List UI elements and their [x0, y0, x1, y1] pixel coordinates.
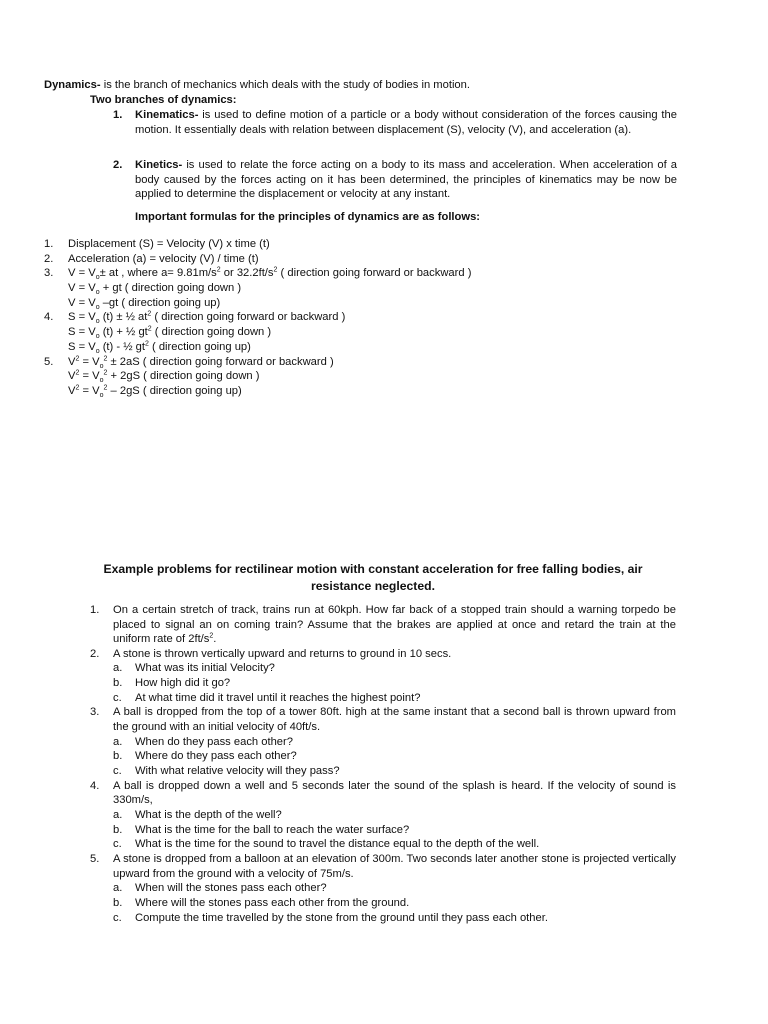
- sub-question: c. Compute the time travelled by the stone from the ground until they pass each other.: [113, 911, 548, 924]
- formula-number: 4.: [44, 311, 54, 324]
- formula-text: $V = V_o$ –gt ( direction going up): [68, 296, 221, 311]
- formula-text: $V^2 = V_o^2 - 2gS$ ( direction going up): [68, 384, 242, 400]
- formula-text: $V = V_o$ + gt ( direction going down ): [68, 282, 242, 297]
- problem-text: A ball is dropped down a well and 5 seconds later the sound of the splash is heard. If the velocity of sound is 330m/s,: [113, 779, 676, 807]
- formula-text: $S = V_o$ (t) - ½ $gt^2$ ( direction going up): [68, 340, 251, 356]
- problem-4: [90, 779, 676, 808]
- formula-row: [44, 355, 604, 370]
- dynamics-definition-text: is the branch of mechanics which deals with the study of bodies in motion.: [100, 79, 470, 91]
- formula-row: [44, 252, 604, 267]
- formula-text: $S = V_o$ (t) ± ½ $at^2$ ( direction going forward or backward ): [68, 310, 346, 326]
- formula-number: 5.: [44, 355, 54, 368]
- sub-question: b. Where do they pass each other?: [113, 750, 297, 763]
- formula-number: 1.: [44, 238, 54, 250]
- branch-number: 2.: [113, 159, 123, 171]
- problem-text: A ball is dropped from the top of a tower 80ft. high at the same instant that a second ball is thrown upward from the ground with an initial velocity of 40ft/s.: [113, 706, 676, 734]
- formulas-heading: Important formulas for the principles of dynamics are as follows:: [135, 211, 481, 223]
- problem-3: [90, 705, 676, 734]
- dynamics-definition: [44, 78, 684, 93]
- branch-kinematics: [113, 108, 677, 137]
- formula-row: [44, 369, 604, 384]
- sub-question: c. What is the time for the sound to travel the distance equal to the depth of the well.: [113, 838, 540, 851]
- sub-question: a. What is the depth of the well?: [113, 808, 282, 821]
- formula-row: [44, 266, 604, 281]
- problem-number: 1.: [90, 604, 100, 616]
- branch-kinetics: [113, 158, 677, 202]
- formula-row: [44, 325, 604, 340]
- formula-row: [44, 237, 604, 252]
- formula-text: Displacement (S) = Velocity (V) x time (t): [68, 238, 270, 250]
- formula-text: Acceleration (a) = velocity (V) / time (t): [68, 252, 259, 265]
- formula-row: [44, 281, 604, 296]
- sub-question: c. With what relative velocity will they pass?: [113, 765, 340, 777]
- dynamics-term: Dynamics-: [44, 79, 101, 91]
- problem-text: On a certain stretch of track, trains run at 60kph. How far back of a stopped train should a warning torpedo be placed to signal an on coming train? Assume that the brakes are applied at once and retard the train at the uniform rate of 2ft/s: [113, 604, 676, 646]
- formula-text: $V^2 = V_o^2 \pm 2aS$ ( direction going forward or backward ): [68, 354, 334, 370]
- example-problems-title: Example problems for rectilinear motion with constant acceleration for free falling bodies, air resistance neglected.: [103, 562, 643, 593]
- formula-text: $V^2 = V_o^2 + 2gS$ ( direction going down ): [68, 369, 260, 385]
- problem-number: 2.: [90, 647, 100, 660]
- problem-2: [90, 647, 676, 662]
- sub-question: a. When do they pass each other?: [113, 735, 293, 748]
- sub-question: b. How high did it go?: [113, 677, 231, 690]
- sub-question: a. When will the stones pass each other?: [113, 882, 327, 895]
- formula-row: [44, 310, 604, 325]
- kinetics-text: is used to relate the force acting on a body to its mass and acceleration. When acceleration of a body caused by the forces acting on it has been determined, the principles of kinematics may be now be applied to determine the displacement or velocity at any instant.: [135, 159, 677, 201]
- formula-row: [44, 384, 604, 399]
- sub-question: a. What was its initial Velocity?: [113, 662, 275, 675]
- sub-question: c. At what time did it travel until it reaches the highest point?: [113, 691, 421, 704]
- formula-number: 2.: [44, 252, 54, 265]
- problem-number: 3.: [90, 706, 100, 719]
- problem-text: A stone is dropped from a balloon at an elevation of 300m. Two seconds later another stone is projected vertically upward from the ground with a velocity of 75m/s.: [113, 852, 676, 880]
- formula-row: [44, 296, 604, 311]
- sub-question: b. Where will the stones pass each other from the ground.: [113, 896, 410, 909]
- problem-number: 5.: [90, 852, 100, 865]
- kinematics-text: is used to define motion of a particle or a body without consideration of the forces causing the motion. It essentially deals with relation between displacement (S), velocity (V), and acceleration (a).: [135, 109, 677, 136]
- example-problem-list: [90, 603, 676, 925]
- formula-row: [44, 340, 604, 355]
- formula-text: $V = V_o\pm$ at , where $a= 9.81m/s^2$ or $32.2ft/s^2$ ( direction going forward or backward ): [68, 266, 472, 282]
- formula-number: 3.: [44, 267, 54, 280]
- formula-text: $S = V_o$ (t) + ½ $gt^2$ ( direction going down ): [68, 325, 272, 341]
- branch-number: 1.: [113, 109, 123, 121]
- sub-question: b. What is the time for the ball to reach the water surface?: [113, 823, 410, 836]
- problem-1: 1. On a certain stretch of track, trains run at 60kph. How far back of a stopped train should a warning torpedo be placed to signal an on coming train? Assume that the brakes are applied at once and retard the train at the uniform rate of $2ft/s^2$.: [90, 604, 676, 646]
- kinematics-term: Kinematics-: [135, 109, 199, 121]
- problem-number: 4.: [90, 779, 100, 792]
- kinetics-term: Kinetics-: [135, 159, 183, 171]
- branches-heading: Two branches of dynamics:: [90, 94, 237, 106]
- problem-text: A stone is thrown vertically upward and returns to ground in 10 secs.: [113, 647, 452, 660]
- problem-5: [90, 852, 676, 881]
- formula-list: [44, 237, 604, 399]
